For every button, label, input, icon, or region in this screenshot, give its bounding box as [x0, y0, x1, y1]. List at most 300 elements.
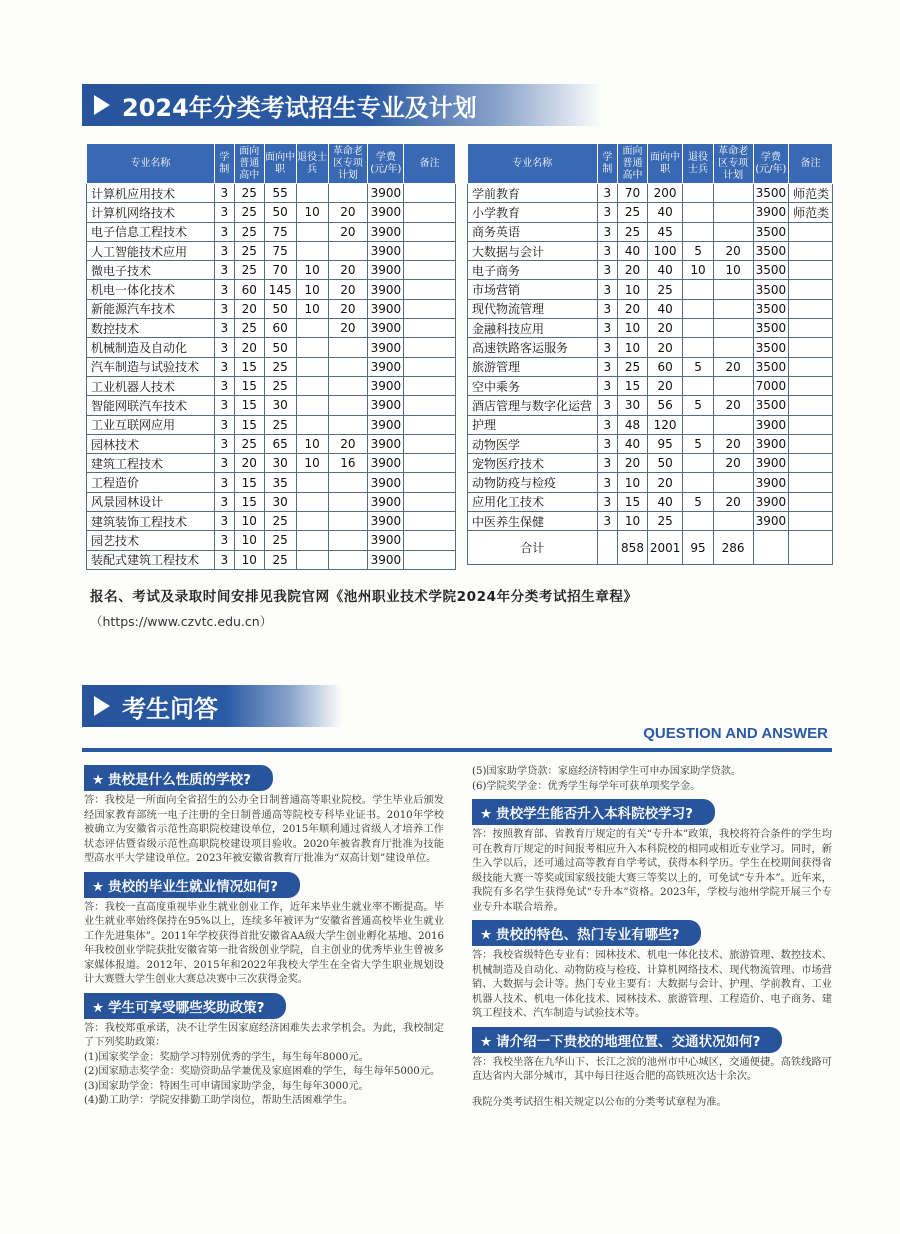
table-row — [468, 319, 833, 338]
cell-remark — [404, 492, 456, 511]
star-icon: ★ — [92, 999, 105, 1016]
cell-vocational: 95 — [647, 434, 683, 453]
cell-remark — [789, 492, 833, 511]
cell-name: 风景园林设计 — [87, 492, 215, 511]
table-row — [468, 396, 833, 415]
cell-veteran — [296, 473, 328, 492]
cell-general: 15 — [234, 357, 264, 376]
cell-general: 15 — [234, 396, 264, 415]
cell-vocational: 20 — [647, 473, 683, 492]
table-row — [87, 280, 456, 299]
table-row — [468, 299, 833, 318]
cell-old-area — [328, 550, 368, 569]
table-header-row — [87, 144, 456, 184]
cell-veteran: 10 — [296, 203, 328, 222]
cell-years: 3 — [214, 319, 234, 338]
cell-veteran — [296, 492, 328, 511]
cell-remark — [404, 338, 456, 357]
cell-veteran — [683, 299, 713, 318]
cell-vocational: 60 — [647, 357, 683, 376]
cell-vocational: 145 — [264, 280, 296, 299]
cell-veteran — [296, 550, 328, 569]
cell-years: 3 — [597, 299, 618, 318]
table-row — [87, 550, 456, 569]
cell-general: 25 — [234, 319, 264, 338]
cell-fee: 3500 — [753, 338, 789, 357]
cell-years: 3 — [597, 241, 618, 260]
cell-remark — [789, 241, 833, 260]
cell-veteran: 5 — [683, 434, 713, 453]
cell-name: 金融科技应用 — [468, 319, 598, 338]
cell-years: 3 — [597, 222, 618, 241]
cell-old-area — [713, 376, 753, 395]
answer-text: 答：我校是一所面向全省招生的公办全日制普通高等职业院校。学生毕业后颁发经国家教育部统一电子注册的全日制普通高等院校专科毕业证书。2010年学校被确立为安徽省示范性高职院校建设单位，2015年顺利通过省级人才培养工作状态评估暨省级示范性高职院校建设项目验收。2020年被省教育厅批准为技能型高水平大学建设单位。2023年被安徽省教育厅批准为“双高计划”建设单位。 — [84, 795, 444, 864]
cell-general: 70 — [618, 184, 648, 203]
cell-fee: 3900 — [753, 415, 789, 434]
cell-old-area — [328, 415, 368, 434]
cell-veteran — [683, 184, 713, 203]
qa-item — [472, 920, 832, 1022]
cell-veteran — [296, 512, 328, 531]
cell-veteran — [296, 222, 328, 241]
cell-name: 大数据与会计 — [468, 241, 598, 260]
table-row — [87, 376, 456, 395]
schedule-note: 报名、考试及录取时间安排见我院官网《池州职业技术学院2024年分类考试招生章程》 — [90, 589, 638, 605]
cell-old-area: 20 — [328, 261, 368, 280]
qa-item — [472, 1027, 832, 1085]
cell-vocational: 25 — [647, 512, 683, 531]
cell-veteran — [296, 241, 328, 260]
header-veteran: 退役士兵 — [296, 144, 328, 184]
cell-veteran: 5 — [683, 357, 713, 376]
cell-years: 3 — [597, 396, 618, 415]
cell-veteran — [683, 222, 713, 241]
cell-vocational: 45 — [647, 222, 683, 241]
cell-fee: 3500 — [753, 241, 789, 260]
table-row — [468, 357, 833, 376]
cell-old-area — [713, 203, 753, 222]
cell-fee: 3900 — [368, 222, 404, 241]
cell-general: 48 — [618, 415, 648, 434]
header-remark: 备注 — [404, 144, 456, 184]
cell-general: 15 — [234, 473, 264, 492]
cell-old-area — [328, 531, 368, 550]
cell-fee: 3900 — [368, 261, 404, 280]
header-old-area: 革命老区专项计划 — [328, 144, 368, 184]
cell-vocational: 30 — [264, 396, 296, 415]
cell-general: 10 — [234, 550, 264, 569]
cell-vocational: 25 — [264, 531, 296, 550]
cell-years: 3 — [214, 280, 234, 299]
cell-general: 10 — [618, 512, 648, 531]
section-header-qa — [82, 685, 342, 727]
answer-text: (5)国家助学贷款：家庭经济特困学生可申办国家助学贷款。 (6)学院奖学金：优秀学生每学年可获单项奖学金。 — [472, 766, 742, 792]
cell-old-area: 20 — [328, 203, 368, 222]
table-row — [87, 415, 456, 434]
cell-remark — [404, 550, 456, 569]
table-row — [468, 280, 833, 299]
cell-old-area: 20 — [713, 357, 753, 376]
cell-veteran: 10 — [296, 454, 328, 473]
cell-old-area: 20 — [328, 299, 368, 318]
question-title: ★ 贵校的毕业生就业情况如何? — [84, 872, 300, 898]
divider — [82, 748, 832, 752]
cell-years: 3 — [214, 415, 234, 434]
cell-general: 20 — [234, 299, 264, 318]
cell-veteran — [683, 454, 713, 473]
cell-years: 3 — [214, 338, 234, 357]
cell-name: 电子商务 — [468, 261, 598, 280]
cell-remark: 师范类 — [789, 184, 833, 203]
qa-item-continued — [472, 765, 832, 794]
table-total-row — [468, 531, 833, 565]
cell-old-area: 10 — [713, 261, 753, 280]
cell-years: 3 — [214, 299, 234, 318]
cell-general: 20 — [234, 338, 264, 357]
cell-fee: 3900 — [368, 184, 404, 203]
cell-vocational: 40 — [647, 299, 683, 318]
cell-remark — [404, 241, 456, 260]
cell-general: 20 — [234, 454, 264, 473]
table-row — [468, 376, 833, 395]
cell-fee: 3900 — [368, 376, 404, 395]
question-title: ★ 学生可享受哪些奖助政策? — [84, 993, 286, 1019]
cell-fee: 3900 — [368, 550, 404, 569]
cell-general: 10 — [234, 531, 264, 550]
website-link[interactable]: （https://www.czvtc.edu.cn） — [90, 614, 273, 629]
header-vocational: 面向中职 — [264, 144, 296, 184]
cell-name: 现代物流管理 — [468, 299, 598, 318]
total-vocational: 2001 — [647, 531, 683, 565]
table-row — [87, 241, 456, 260]
cell-years: 3 — [597, 319, 618, 338]
cell-veteran — [296, 184, 328, 203]
cell-vocational: 50 — [264, 203, 296, 222]
cell-veteran — [296, 396, 328, 415]
cell-old-area: 20 — [713, 454, 753, 473]
cell-veteran: 10 — [296, 299, 328, 318]
cell-old-area — [713, 280, 753, 299]
cell-name: 计算机网络技术 — [87, 203, 215, 222]
cell-years: 3 — [597, 338, 618, 357]
cell-fee: 3500 — [753, 396, 789, 415]
cell-general: 15 — [234, 492, 264, 511]
cell-veteran: 10 — [296, 261, 328, 280]
star-icon: ★ — [480, 806, 493, 822]
cell-veteran — [296, 531, 328, 550]
cell-old-area — [328, 338, 368, 357]
cell-vocational: 25 — [264, 357, 296, 376]
answer-text: 答：我校坐落在九华山下、长江之滨的池州市中心城区，交通便捷。高铁线路可直达省内大部分城市，其中每日往返合肥的高铁班次达十余次。 — [472, 1056, 832, 1082]
total-general: 858 — [618, 531, 648, 565]
cell-old-area — [328, 492, 368, 511]
section-header-plan — [82, 84, 602, 126]
cell-vocational: 100 — [647, 241, 683, 260]
star-icon: ★ — [480, 1033, 493, 1050]
cell-fee: 3900 — [753, 203, 789, 222]
cell-years: 3 — [214, 492, 234, 511]
cell-years: 3 — [214, 454, 234, 473]
cell-name: 新能源汽车技术 — [87, 299, 215, 318]
cell-fee: 3500 — [753, 184, 789, 203]
cell-general: 25 — [234, 434, 264, 453]
cell-years: 3 — [597, 357, 618, 376]
table-row — [468, 473, 833, 492]
cell-fee: 7000 — [753, 376, 789, 395]
closing-note: 我院分类考试招生相关规定以公布的分类考试章程为准。 — [472, 1096, 727, 1108]
cell-old-area — [328, 473, 368, 492]
header-fee: 学费(元/年) — [368, 144, 404, 184]
table-row — [468, 184, 833, 203]
cell-old-area — [713, 184, 753, 203]
cell-old-area — [713, 512, 753, 531]
header-old-area: 革命老区专项计划 — [713, 144, 753, 184]
question-title: ★ 贵校是什么性质的学校? — [84, 765, 273, 791]
cell-veteran: 5 — [683, 396, 713, 415]
cell-years: 3 — [214, 222, 234, 241]
cell-years: 3 — [597, 203, 618, 222]
cell-years: 3 — [597, 492, 618, 511]
cell-general: 25 — [234, 203, 264, 222]
cell-fee: 3900 — [368, 338, 404, 357]
cell-general: 15 — [234, 415, 264, 434]
qa-subtitle-en: QUESTION AND ANSWER — [643, 725, 828, 742]
cell-remark — [404, 473, 456, 492]
qa-column-right — [472, 765, 832, 1110]
cell-fee: 3900 — [368, 396, 404, 415]
cell-fee: 3900 — [368, 512, 404, 531]
cell-name: 建筑工程技术 — [87, 454, 215, 473]
cell-name: 动物医学 — [468, 434, 598, 453]
cell-remark — [789, 357, 833, 376]
cell-years: 3 — [214, 473, 234, 492]
cell-fee: 3900 — [368, 415, 404, 434]
table-row — [87, 261, 456, 280]
cell-fee: 3900 — [753, 454, 789, 473]
cell-general: 10 — [618, 473, 648, 492]
table-row — [468, 261, 833, 280]
cell-name: 动物防疫与检疫 — [468, 473, 598, 492]
cell-fee: 3900 — [753, 473, 789, 492]
cell-name: 市场营销 — [468, 280, 598, 299]
cell-remark — [404, 376, 456, 395]
cell-name: 机电一体化技术 — [87, 280, 215, 299]
cell-old-area — [328, 241, 368, 260]
cell-remark — [404, 396, 456, 415]
cell-general: 25 — [618, 203, 648, 222]
cell-name: 智能网联汽车技术 — [87, 396, 215, 415]
cell-name: 酒店管理与数字化运营 — [468, 396, 598, 415]
cell-remark — [789, 396, 833, 415]
cell-vocational: 50 — [647, 454, 683, 473]
cell-name: 数控技术 — [87, 319, 215, 338]
table-header-row — [468, 144, 833, 184]
cell-name: 小学教育 — [468, 203, 598, 222]
cell-veteran — [296, 319, 328, 338]
cell-vocational: 65 — [264, 434, 296, 453]
cell-years: 3 — [597, 280, 618, 299]
cell-fee: 3500 — [753, 319, 789, 338]
cell-name: 空中乘务 — [468, 376, 598, 395]
cell-vocational: 75 — [264, 241, 296, 260]
table-row — [87, 357, 456, 376]
cell-years: 3 — [214, 241, 234, 260]
cell-remark — [789, 299, 833, 318]
cell-vocational: 25 — [647, 280, 683, 299]
cell-vocational: 40 — [647, 203, 683, 222]
cell-name: 园林技术 — [87, 434, 215, 453]
cell-vocational: 35 — [264, 473, 296, 492]
cell-general: 20 — [618, 261, 648, 280]
cell-fee: 3900 — [368, 299, 404, 318]
table-row — [468, 338, 833, 357]
cell-years: 3 — [597, 261, 618, 280]
qa-column-left — [84, 765, 444, 1114]
star-icon: ★ — [92, 772, 105, 788]
cell-fee: 3900 — [753, 434, 789, 453]
table-row — [87, 531, 456, 550]
cell-vocational: 50 — [264, 338, 296, 357]
cell-remark — [404, 261, 456, 280]
cell-fee: 3900 — [368, 203, 404, 222]
cell-old-area — [713, 319, 753, 338]
cell-remark — [789, 473, 833, 492]
cell-name: 人工智能技术应用 — [87, 241, 215, 260]
cell-old-area — [328, 357, 368, 376]
cell-fee: 3500 — [753, 280, 789, 299]
cell-general: 10 — [618, 319, 648, 338]
table-row — [87, 492, 456, 511]
cell-vocational: 30 — [264, 492, 296, 511]
cell-general: 25 — [234, 261, 264, 280]
cell-remark — [404, 434, 456, 453]
cell-fee: 3900 — [753, 492, 789, 511]
cell-remark — [404, 357, 456, 376]
cell-remark — [404, 222, 456, 241]
cell-remark — [404, 531, 456, 550]
table-row — [87, 454, 456, 473]
cell-veteran — [683, 280, 713, 299]
cell-fee: 3500 — [753, 299, 789, 318]
cell-name: 旅游管理 — [468, 357, 598, 376]
cell-remark — [789, 415, 833, 434]
table-row — [87, 222, 456, 241]
table-row — [468, 492, 833, 511]
cell-veteran — [683, 376, 713, 395]
table-row — [468, 434, 833, 453]
qa-item — [84, 872, 444, 988]
cell-old-area — [713, 222, 753, 241]
cell-general: 60 — [234, 280, 264, 299]
header-years: 学制 — [214, 144, 234, 184]
table-row — [87, 319, 456, 338]
cell-name: 建筑装饰工程技术 — [87, 512, 215, 531]
cell-veteran — [683, 338, 713, 357]
cell-vocational: 120 — [647, 415, 683, 434]
table-row — [87, 184, 456, 203]
cell-old-area: 20 — [713, 241, 753, 260]
cell-fee: 3900 — [368, 357, 404, 376]
cell-vocational: 55 — [264, 184, 296, 203]
header-name: 专业名称 — [87, 144, 215, 184]
cell-veteran: 10 — [683, 261, 713, 280]
cell-general: 25 — [234, 184, 264, 203]
cell-remark — [404, 319, 456, 338]
cell-veteran: 10 — [296, 434, 328, 453]
cell-vocational: 40 — [647, 261, 683, 280]
cell-vocational: 60 — [264, 319, 296, 338]
cell-general: 30 — [618, 396, 648, 415]
cell-remark — [789, 261, 833, 280]
cell-old-area — [328, 512, 368, 531]
cell-vocational: 50 — [264, 299, 296, 318]
cell-vocational: 56 — [647, 396, 683, 415]
cell-old-area — [328, 396, 368, 415]
cell-remark — [404, 184, 456, 203]
cell-name: 应用化工技术 — [468, 492, 598, 511]
cell-years: 3 — [597, 473, 618, 492]
cell-name: 工程造价 — [87, 473, 215, 492]
answer-text: 答：我校郑重承诺，决不让学生因家庭经济困难失去求学机会。为此，我校制定了下列奖助政策： (1)国家奖学金：奖励学习特别优秀的学生，每生每年8000元。 (2)国家励志奖学金：奖励资助品学兼优及家庭困难的学生，每生每年5000元。 (3)国家助学金：特困生可申请国家助学金，每生每年3000元。 (4)勤工助学：学院安排勤工助学岗位，帮助生活困难学生。 — [84, 1022, 444, 1106]
cell-name: 工业机器人技术 — [87, 376, 215, 395]
cell-fee: 3500 — [753, 357, 789, 376]
cell-remark — [404, 299, 456, 318]
header-general: 面向普通高中 — [618, 144, 648, 184]
cell-name: 装配式建筑工程技术 — [87, 550, 215, 569]
cell-name: 汽车制造与试验技术 — [87, 357, 215, 376]
plan-table-right — [467, 143, 833, 565]
header-name: 专业名称 — [468, 144, 598, 184]
cell-remark — [789, 222, 833, 241]
cell-remark — [404, 203, 456, 222]
table-row — [468, 222, 833, 241]
cell-old-area: 20 — [328, 319, 368, 338]
cell-name: 计算机应用技术 — [87, 184, 215, 203]
cell-fee: 3900 — [368, 319, 404, 338]
cell-name: 学前教育 — [468, 184, 598, 203]
cell-vocational: 200 — [647, 184, 683, 203]
cell-old-area — [713, 415, 753, 434]
header-general: 面向普通高中 — [234, 144, 264, 184]
cell-general: 10 — [618, 280, 648, 299]
cell-old-area: 20 — [328, 222, 368, 241]
cell-general: 25 — [618, 357, 648, 376]
answer-text: 答：我校省级特色专业有：园林技术、机电一体化技术、旅游管理、数控技术、机械制造及自动化、动物防疫与检疫、计算机网络技术、现代物流管理、市场营销、大数据与会计等。热门专业主要有：大数据与会计、护理、学前教育、工业机器人技术、机电一体化技术、园林技术、旅游管理、工程造价、电子商务、建筑工程技术、汽车制造与试验技术等。 — [472, 950, 832, 1019]
cell-years: 3 — [214, 434, 234, 453]
cell-general: 10 — [618, 338, 648, 357]
cell-general: 15 — [234, 376, 264, 395]
cell-vocational: 75 — [264, 222, 296, 241]
table-row — [87, 396, 456, 415]
star-icon: ★ — [480, 927, 493, 943]
cell-general: 20 — [618, 454, 648, 473]
cell-vocational: 25 — [264, 512, 296, 531]
cell-veteran — [296, 357, 328, 376]
plan-table-left — [86, 143, 456, 570]
cell-old-area: 20 — [328, 434, 368, 453]
cell-years: 3 — [597, 454, 618, 473]
cell-veteran — [296, 376, 328, 395]
header-fee: 学费(元/年) — [753, 144, 789, 184]
cell-veteran: 10 — [296, 280, 328, 299]
qa-item — [84, 765, 444, 867]
section-title: 考生问答 — [122, 694, 218, 723]
cell-remark — [789, 338, 833, 357]
cell-fee: 3900 — [368, 434, 404, 453]
cell-veteran: 5 — [683, 492, 713, 511]
cell-years: 3 — [214, 531, 234, 550]
cell-old-area — [713, 338, 753, 357]
